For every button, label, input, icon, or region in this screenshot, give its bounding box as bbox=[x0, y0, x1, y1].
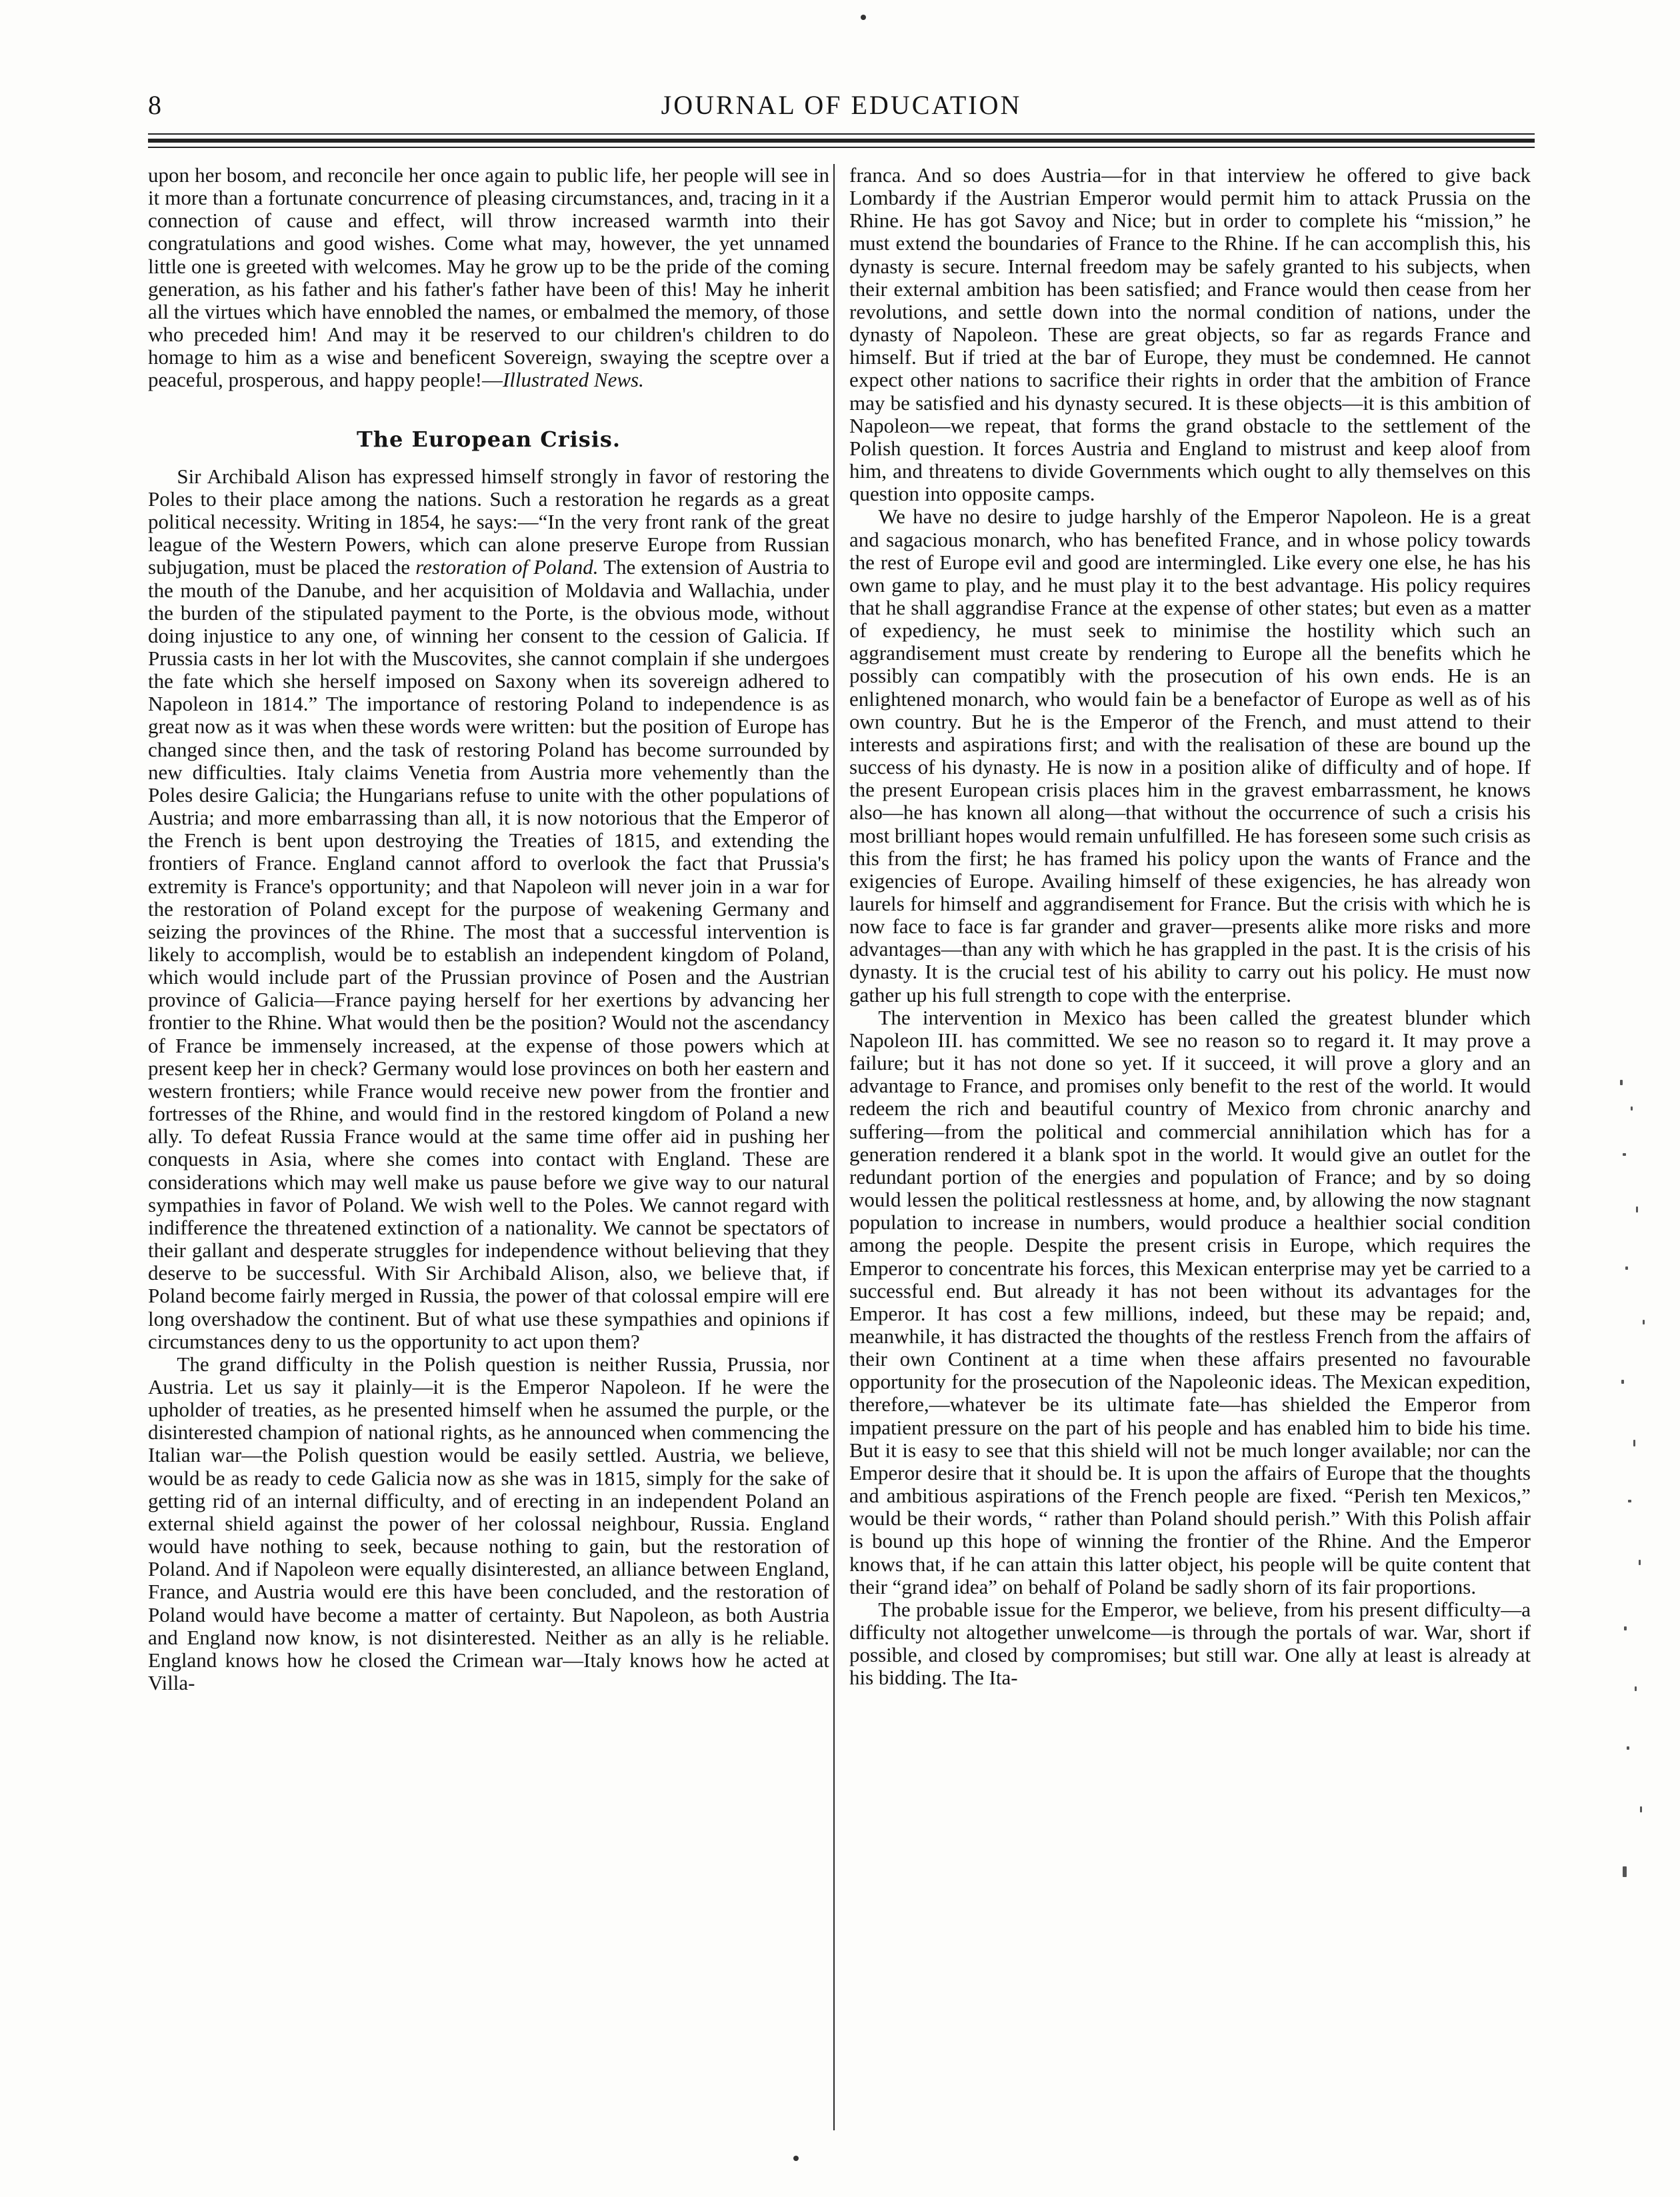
right-paragraph-2: We have no desire to judge harshly of the Emperor Napoleon. He is a great and sagacious monarch, who has benefited France, and in whose policy towards the rest of Europe evil and good are intermingled. Like every one else, he has his own game to play, and he must play it to the best advantage. His policy requires that he shall aggrandise France at the expense of other states; but even as a matter of expediency, he must seek to minimise the hostility which such an aggrandisement must create by rendering to Europe all the benefits which he possibly can compatibly with the prosecution of his own ends. He is an enlightened monarch, who would fain be a benefactor of Europe as well as of his own country. But he is the Emperor of the French, and must attend to their interests and aspirations first; and with the realisation of these are bound up the success of his dynasty. He is now in a position alike of difficulty and of hope. If the present European crisis places him in the gravest embarrassment, he knows also—he has known all along—that without the occurrence of such a crisis his most brilliant hopes would remain unfulfilled. He has foreseen some such crisis as this from the first; he has framed his policy upon the wants of France and the exigencies of Europe. Availing himself of these exigencies, he has already won laurels for himself and aggrandisement for France. But the crisis with which he is now face to face is far grander and graver—presents alike more risks and more advantages—than any with which he has grappled in the past. It is the crisis of his dynasty. It is the crucial test of his ability to carry out his policy. He must now gather up his full strength to cope with the enterprise. bbox=[849, 505, 1531, 1007]
article-paragraph-2: The grand difficulty in the Polish question is neither Russia, Prussia, nor Austria. Let us say it plainly—it is the Emperor Napoleon. If he were the upholder of treaties, as he presented himself when he assumed the purple, or the disinterested champion of national rights, as he announced when commencing the Italian war—the Polish question would be easily settled. Austria, we believe, would be as ready to cede Galicia now as she was in 1815, simply for the sake of getting rid of an internal difficulty, and of erecting in an independent Poland an external shield against the power of her colossal neighbour, Russia. England would have nothing to seek, because nothing to gain, but the restoration of Poland. And if Napoleon were equally disinterested, an alliance between England, France, and Austria would ere this have been concluded, and the restoration of Poland would have become a matter of certainty. But Napoleon, as both Austria and England now know, is not disinterested. Neither as an ally is he reliable. England knows how he closed the Crimean war—Italy knows how he acted at Villa- bbox=[148, 1352, 829, 1694]
opening-source: Illustrated News. bbox=[502, 368, 644, 392]
opening-text: upon her bosom, and reconcile her once again to public life, her people will see in it more than a fortunate concurrence of pleasing circumstances, and, tracing in it a connection of cause and effect, will throw increased warmth into their congratulations and good wishes. Come what may, however, the yet unnamed little one is greeted with welcomes. May he grow up to be the pride of the coming generation, as his father and his father's father have been of this! May he inherit all the virtues which have ennobled the names, or embalmed the memory, of those who preceded him! And may it be reserved to our children's children to do homage to him as a wise and beneficent Sovereign, swaying the sceptre over a peaceful, prosperous, and happy people!— bbox=[148, 164, 829, 392]
margin-marks bbox=[1616, 1067, 1656, 1933]
article-paragraph-1-part-a: Sir Archibald Alison has expressed himself strongly in favor of restoring the Poles to their place among the nations. Such a restoration he regards as a great political necessity. Writing in 1854, he says:—“In the very front rank of the great league of the Western Powers, which can alone preserve Europe from Russian subjugation, must be placed the bbox=[148, 464, 829, 579]
opening-paragraph bbox=[148, 164, 829, 392]
header-rule-bottom bbox=[148, 147, 1535, 148]
top-page-mark bbox=[861, 15, 866, 20]
page-header bbox=[148, 85, 1535, 125]
column-divider bbox=[833, 164, 835, 2130]
right-paragraph-4: The probable issue for the Emperor, we believe, from his present difficulty—a difficulty not altogether unwelcome—is through the portals of war. War, short if possible, and closed by compromises; but still war. One ally at least is already at his bidding. The Ita- bbox=[849, 1597, 1531, 1690]
left-column bbox=[148, 164, 829, 2124]
right-paragraph-1: franca. And so does Austria—for in that interview he offered to give back Lombardy if the Austrian Emperor would permit him to attack Prussia on the Rhine. He has got Savoy and Nice; but in order to complete his “mission,” he must extend the boundaries of France to the Rhine. If he can accomplish this, his dynasty is secure. Internal freedom may be safely granted to his subjects, when their external ambition has been satisfied; and France would then cease from her revolutions, and settle down into the normal condition of nations, under the dynasty of Napoleon. These are great objects, so far as regards France and himself. But if tried at the bar of Europe, they must be condemned. He cannot expect other nations to sacrifice their rights in order that the ambition of France may be satisfied and his dynasty secured. It is these objects—it is this ambition of Napoleon—we repeat, that forms the grand obstacle to the settlement of the Polish question. It forces Austria and England to mistrust and keep aloof from him, and threatens to divide Governments which ought to ally themselves on this question into opposite camps. bbox=[849, 164, 1531, 506]
running-title: JOURNAL OF EDUCATION bbox=[661, 90, 1022, 120]
bottom-page-mark bbox=[793, 2156, 799, 2161]
article-paragraph-1-part-b: The extension of Austria to the mouth of the Danube, and her acquisition of Moldavia and Wallachia, under the burden of the stipulated payment to the Porte, is the obvious mode, without doing injustice to any one, of winning her consent to the cession of Galicia. If Prussia casts in her lot with the Muscovites, she cannot complain if she undergoes the fate which she herself imposed on Saxony when its sovereign adhered to Napoleon in 1814.” The importance of restoring Poland to independence is as great now as it was when these words were written: but the position of Europe has changed since then, and the task of restoring Poland has become surrounded by new difficulties. Italy claims Venetia from Austria more vehemently than the Poles desire Galicia; the Hungarians refuse to unite with the other populations of Austria; and more embarrassing than all, it is now notorious that the Emperor of the French is bent upon destroying the Treaties of 1815, and extending the frontiers of France. England cannot afford to overlook the fact that Prussia's extremity is France's opportunity; and that Napoleon will never join in a war for the restoration of Poland except for the purpose of weakening Germany and seizing the provinces of the Rhine. The most that a successful intervention is likely to accomplish, would be to establish an independent kingdom of Poland, which would include part of the Prussian province of Posen and the Austrian province of Galicia—France paying herself for her exertions by advancing her frontier to the Rhine. What would then be the position? Would not the ascendancy of France be immensely increased, at the expense of those powers which at present keep her in check? Germany would lose provinces on both her eastern and western frontiers; while France would receive new power from the frontier and fortresses of the Rhine, and would find in the restored kingdom of Poland a new ally. To defeat Russia France would at the same time offer aid in pushing her conquests in Asia, where she comes into contact with England. These are considerations which may well make us pause before we give way to our natural sympathies in favor of Poland. We wish well to the Poles. We cannot regard with indifference the threatened extinction of a nationality. We cannot be spectators of their gallant and desperate struggles for independence without believing that they deserve to be successful. With Sir Archibald Alison, also, we believe that, if Poland become fairly merged in Russia, the power of that colossal empire will ere long overshadow the continent. But of what use these sympathies and opinions if circumstances deny to us the opportunity to act upon them? bbox=[148, 555, 829, 1353]
right-paragraph-3: The intervention in Mexico has been called the greatest blunder which Napoleon III. has committed. We see no reason so to regard it. It may prove a failure; but it has not done so yet. If it succeed, it will prove a glory and an advantage to France, and promises only benefit to the rest of the world. It would redeem the rich and beautiful country of Mexico from chronic anarchy and suffering—from the political and commercial annihilation which has for a generation rendered it a blank spot in the world. It would give an outlet for the redundant portion of the energies and population of France; and by so doing would lessen the political restlessness at home, and, by allowing the now stagnant population to increase in numbers, would produce a healthier social condition among the people. Despite the present crisis in Europe, which requires the Emperor to concentrate his forces, this Mexican enterprise may yet be carried to a successful end. But already it has not been without its advantages for the Emperor. It has cost a few millions, indeed, but these may be repaid; and, meanwhile, it has distracted the thoughts of the restless French from the affairs of their own Continent at a time when these affairs presented no favourable opportunity for the prosecution of the Napoleonic ideas. The Mexican expedition, therefore,—whatever be its ultimate fate—has shielded the Emperor from impatient pressure on the part of his people and has enabled him to bide his time. But it is easy to see that this shield will not be much longer available; nor can the Emperor desire that it should be. It is upon the affairs of Europe that the thoughts and ambitious aspirations of the French people are fixed. “Perish ten Mexicos,” would be their words, “ rather than Poland should perish.” With this Polish affair is bound up this hope of winning the frontier of the Rhine. And the Emperor knows that, if he can attain this latter object, his people will be quite content that their “grand idea” on behalf of Poland be sadly shorn of its fair proportions. bbox=[849, 1005, 1531, 1598]
header-rule-middle bbox=[148, 139, 1535, 143]
header-rule-top bbox=[148, 133, 1535, 135]
article-paragraph-1-emphasis: restoration of Poland. bbox=[415, 555, 599, 579]
section-title: The European Crisis. bbox=[356, 426, 621, 452]
article-paragraph-1 bbox=[148, 465, 829, 1353]
right-column bbox=[849, 164, 1531, 2124]
page-number: 8 bbox=[148, 90, 162, 120]
